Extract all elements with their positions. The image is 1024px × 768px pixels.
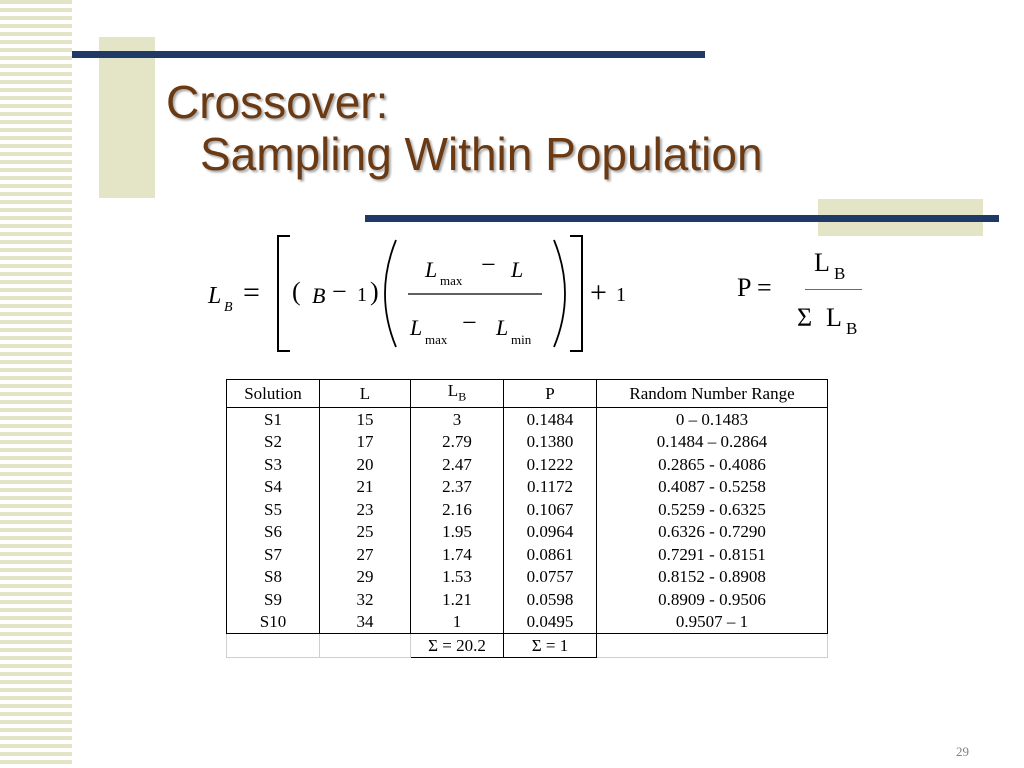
table-row [227,498,828,521]
header-random-range: Random Number Range [597,380,828,408]
formula-lb-plus: + [590,276,607,309]
formula-lb-num-sub: max [440,273,463,288]
cell-p: 0.1172 [504,476,597,499]
cell-range: 0.8152 - 0.8908 [597,566,828,589]
header-solution: Solution [227,380,320,408]
cell-l: 23 [320,498,411,521]
cell-lb: 1.95 [411,521,504,544]
cell-solution: S7 [227,543,320,566]
formula-lb-plus-one: 1 [616,284,626,306]
formula-p-lhs: P = [737,273,772,302]
slide-title [166,76,763,180]
cell-solution: S4 [227,476,320,499]
header-lb-sub: B [458,389,467,404]
formula-lb-lhs-var: L [208,283,222,309]
formula-lb-num-var2: L [511,257,524,282]
formula-lb-den-var2: L [496,315,509,340]
cell-l: 21 [320,476,411,499]
table-row [227,588,828,611]
header-lb [411,380,504,408]
formula-lb-close-paren: ) [370,277,379,306]
table-row [227,431,828,454]
cell-sum-lb: Σ = 20.2 [411,634,504,658]
cell-l: 27 [320,543,411,566]
table-row [227,611,828,634]
formula-p-fraction-line [805,289,862,290]
header-lb-var: L [447,381,459,400]
decorative-stripes [0,0,72,768]
cell-solution: S1 [227,408,320,431]
table-sum-row [227,634,828,658]
decorative-accent-block [99,37,155,198]
cell-range: 0.4087 - 0.5258 [597,476,828,499]
selection-table [226,379,828,658]
formula-lb-num-var: L [425,257,438,282]
cell-empty [320,634,411,658]
table-row [227,543,828,566]
cell-lb: 2.16 [411,498,504,521]
formula-lb-lhs-sub: B [224,300,233,315]
cell-empty [227,634,320,658]
cell-lb: 1 [411,611,504,634]
cell-p: 0.1067 [504,498,597,521]
formula-lb-b-var: B [312,283,326,308]
cell-range: 0 – 0.1483 [597,408,828,431]
cell-sum-p: Σ = 1 [504,634,597,658]
cell-range: 0.8909 - 0.9506 [597,588,828,611]
cell-l: 15 [320,408,411,431]
cell-p: 0.0861 [504,543,597,566]
cell-l: 32 [320,588,411,611]
cell-p: 0.1484 [504,408,597,431]
cell-range: 0.1484 – 0.2864 [597,431,828,454]
cell-solution: S10 [227,611,320,634]
title-line-1: Crossover: [166,76,389,128]
decorative-top-bar [72,51,705,58]
cell-range: 0.2865 - 0.4086 [597,453,828,476]
cell-solution: S2 [227,431,320,454]
cell-p: 0.0757 [504,566,597,589]
cell-solution: S8 [227,566,320,589]
cell-solution: S6 [227,521,320,544]
cell-l: 29 [320,566,411,589]
table-row [227,476,828,499]
cell-lb: 2.37 [411,476,504,499]
header-p: P [504,380,597,408]
cell-range: 0.6326 - 0.7290 [597,521,828,544]
formula-lb-den-sub: max [425,332,448,347]
table-row [227,408,828,431]
cell-p: 0.0964 [504,521,597,544]
header-l: L [320,380,411,408]
decorative-mid-bar [365,215,999,222]
cell-lb: 2.79 [411,431,504,454]
cell-solution: S9 [227,588,320,611]
table-header-row [227,380,828,408]
formula-lb-den-sub2: min [511,332,532,347]
formula-lb-den-minus: − [462,308,477,337]
table-row [227,453,828,476]
cell-solution: S5 [227,498,320,521]
formula-lb-minus: − [332,277,347,306]
cell-lb: 3 [411,408,504,431]
table-row [227,521,828,544]
cell-p: 0.1222 [504,453,597,476]
cell-lb: 1.21 [411,588,504,611]
cell-l: 34 [320,611,411,634]
cell-p: 0.0598 [504,588,597,611]
formula-lb-open-paren: ( [292,277,301,306]
formula-lb-equals: = [243,276,260,309]
cell-lb: 1.53 [411,566,504,589]
formula-p-num-sub: B [834,264,846,283]
cell-lb: 2.47 [411,453,504,476]
formula-lb-num-minus: − [481,250,496,279]
formula-lb-one: 1 [357,284,367,306]
cell-p: 0.0495 [504,611,597,634]
cell-l: 17 [320,431,411,454]
cell-range: 0.7291 - 0.8151 [597,543,828,566]
cell-range: 0.9507 – 1 [597,611,828,634]
cell-l: 25 [320,521,411,544]
formula-p-den-sub: B [846,319,858,338]
formula-p-den-var: L [826,303,842,332]
cell-lb: 1.74 [411,543,504,566]
cell-range: 0.5259 - 0.6325 [597,498,828,521]
page-number: 29 [956,744,969,759]
cell-solution: S3 [227,453,320,476]
formula-p-den-sigma: Σ [797,303,813,332]
title-line-2: Sampling Within Population [200,128,763,180]
selection-table-wrapper [226,379,828,658]
formula-lb-den-var: L [410,315,423,340]
table-row [227,566,828,589]
cell-empty [597,634,828,658]
formula-p-num-var: L [814,248,830,277]
cell-p: 0.1380 [504,431,597,454]
cell-l: 20 [320,453,411,476]
